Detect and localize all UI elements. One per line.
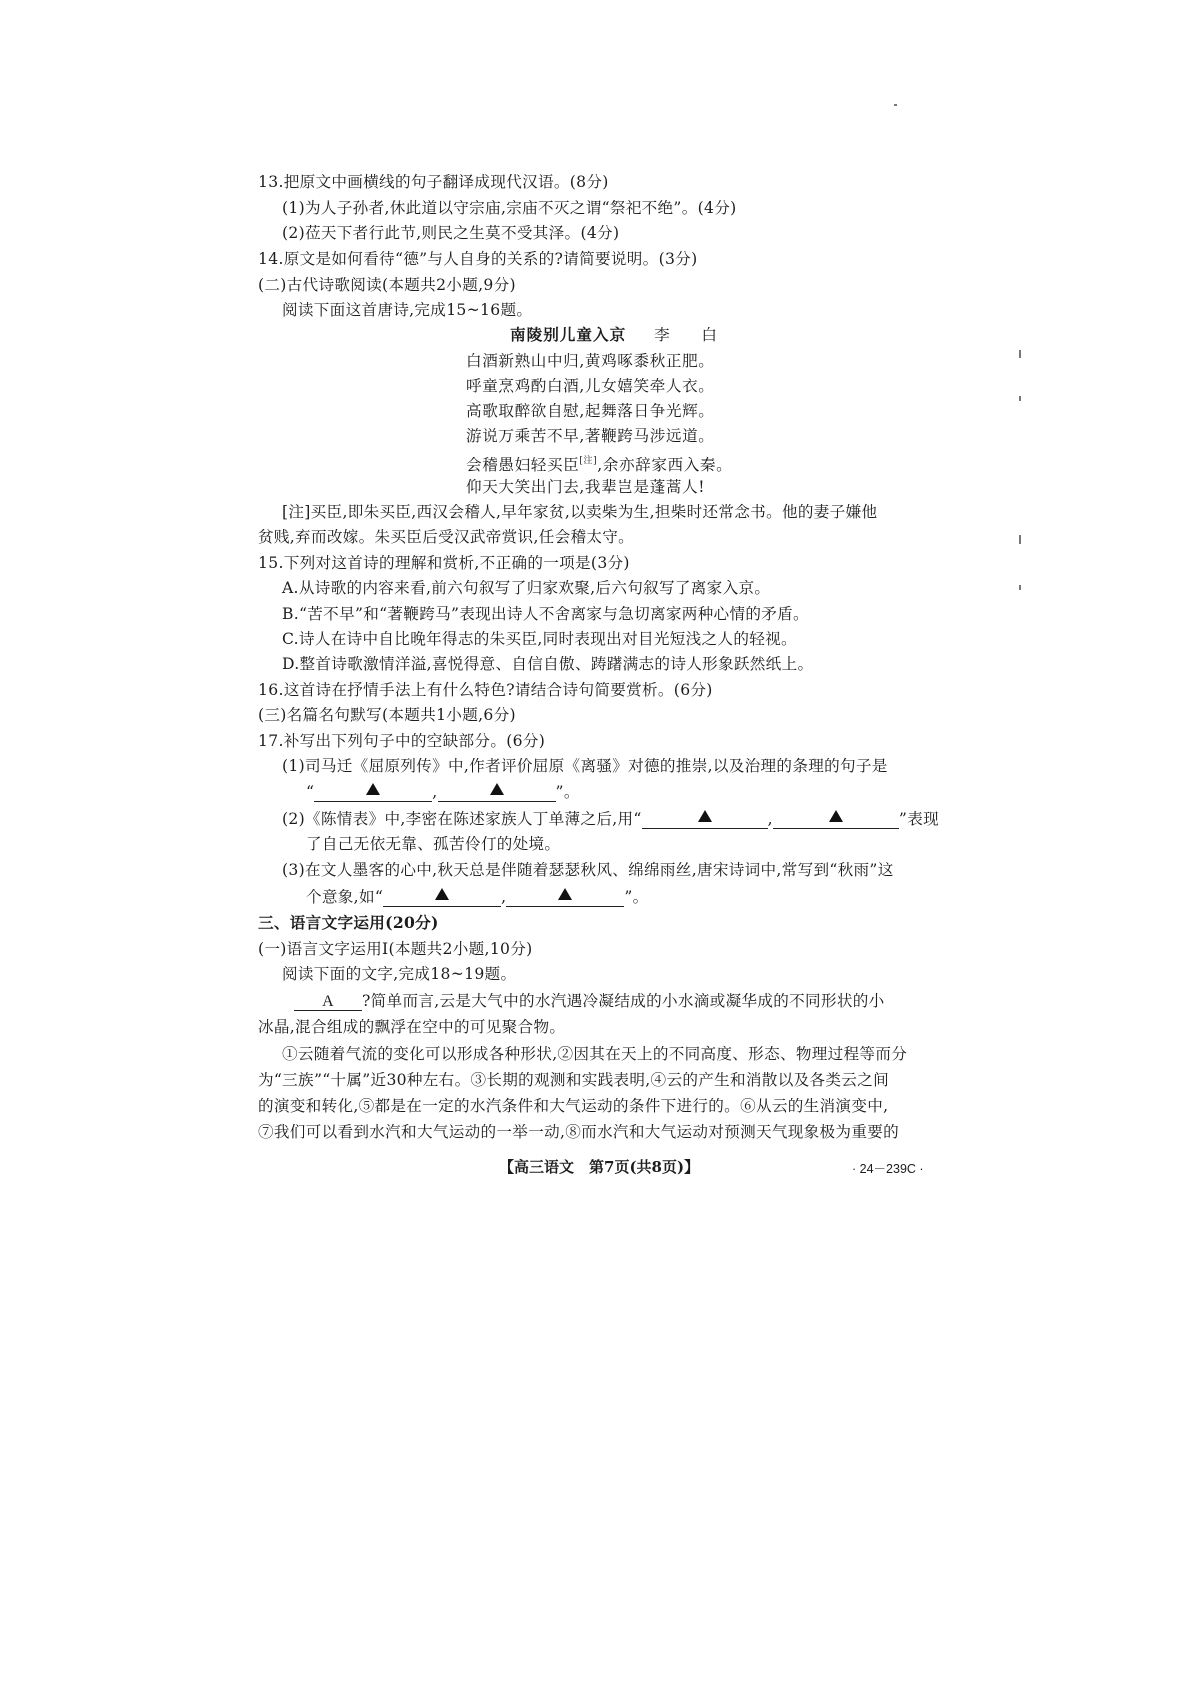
passage-blank-label: A bbox=[322, 993, 334, 1010]
poem-line: 呼童烹鸡酌白酒,儿女嬉笑牵人衣。 bbox=[466, 377, 715, 395]
q17-part3: (3)在文人墨客的心中,秋天总是伴随着瑟瑟秋风、绵绵雨丝,唐宋诗词中,常写到“秋雨”这 bbox=[282, 861, 894, 879]
answer-blank[interactable] bbox=[506, 888, 624, 907]
q17-part2 bbox=[282, 808, 939, 830]
q15-option-c: C.诗人在诗中自比晚年得志的朱买臣,同时表现出对目光短浅之人的轻视。 bbox=[282, 630, 797, 648]
q14-stem: 14.原文是如何看待“德”与人自身的关系的?请简要说明。(3分) bbox=[258, 250, 698, 268]
page-footer: 【高三语文 第7页(共8页)】 bbox=[499, 1158, 700, 1176]
section-recitation-heading: (三)名篇名句默写(本题共1小题,6分) bbox=[258, 706, 516, 724]
part3-heading: 三、语言文字运用(20分) bbox=[258, 913, 439, 932]
poem-heading bbox=[510, 324, 725, 346]
poem-line: 白酒新熟山中归,黄鸡啄黍秋正肥。 bbox=[466, 352, 715, 370]
blank-triangle-icon bbox=[698, 810, 712, 822]
blank-comma: , bbox=[501, 888, 507, 906]
q15-option-d: D.整首诗歌激情洋溢,喜悦得意、自信自傲、踌躇满志的诗人形象跃然纸上。 bbox=[282, 655, 814, 673]
passage-line: 的演变和转化,⑤都是在一定的水汽条件和大气运动的条件下进行的。⑥从云的生消演变中, bbox=[258, 1097, 889, 1115]
passage-line: ①云随着气流的变化可以形成各种形状,②因其在天上的不同高度、形态、物理过程等而分 bbox=[282, 1045, 908, 1063]
scan-speck bbox=[1019, 350, 1021, 358]
passage-line: ⑦我们可以看到水汽和大气运动的一举一动,⑧而水汽和大气运动对预测天气现象极为重要的 bbox=[258, 1123, 900, 1141]
section-ancient-poetry-intro: 阅读下面这首唐诗,完成15~16题。 bbox=[282, 301, 533, 319]
q13-sub2: (2)莅天下者行此节,则民之生莫不受其泽。(4分) bbox=[282, 224, 620, 242]
poem-note-line: 贫贱,弃而改嫁。朱买臣后受汉武帝赏识,任会稽太守。 bbox=[258, 528, 635, 546]
blank-comma: , bbox=[767, 810, 773, 828]
section-ancient-poetry-heading: (二)古代诗歌阅读(本题共2小题,9分) bbox=[258, 276, 516, 294]
q13-stem: 13.把原文中画横线的句子翻译成现代汉语。(8分) bbox=[258, 173, 609, 191]
answer-blank[interactable] bbox=[314, 783, 432, 802]
part3-intro: 阅读下面的文字,完成18~19题。 bbox=[282, 965, 517, 983]
poem-line: 游说万乘苦不早,著鞭跨马涉远道。 bbox=[466, 427, 715, 445]
blank-comma: , bbox=[432, 783, 438, 801]
q15-option-b: B.“苦不早”和“著鞭跨马”表现出诗人不舍离家与急切离家两种心情的矛盾。 bbox=[282, 605, 809, 623]
blank-triangle-icon bbox=[490, 783, 504, 795]
q17-part3-blanks bbox=[306, 886, 649, 908]
q17-part2-cont: 了自己无依无靠、孤苦伶仃的处境。 bbox=[306, 835, 561, 853]
poem-note-mark: [注] bbox=[579, 456, 598, 466]
passage-line: 冰晶,混合组成的飘浮在空中的可见聚合物。 bbox=[258, 1018, 566, 1036]
q17-part3-text: 个意象,如“ bbox=[306, 888, 384, 906]
answer-blank[interactable] bbox=[383, 888, 501, 907]
poem-line bbox=[466, 450, 732, 476]
q16-stem: 16.这首诗在抒情手法上有什么特色?请结合诗句简要赏析。(6分) bbox=[258, 681, 713, 699]
poem-line-part: 会稽愚妇轻买臣 bbox=[466, 456, 580, 474]
passage-line: 为“三族”“十属”近30种左右。③长期的观测和实践表明,④云的产生和消散以及各类云之间 bbox=[258, 1071, 889, 1089]
part3-subheading: (一)语言文字运用Ⅰ(本题共2小题,10分) bbox=[258, 940, 533, 958]
quote-close: ”。 bbox=[624, 888, 649, 906]
poem-line-part: ,余亦辞家西入秦。 bbox=[597, 456, 733, 474]
blank-triangle-icon bbox=[558, 888, 572, 900]
passage-text: ?简单而言,云是大气中的水汽遇冷凝结成的小水滴或凝华成的不同形状的小 bbox=[362, 992, 885, 1010]
q15-stem: 15.下列对这首诗的理解和赏析,不正确的一项是(3分) bbox=[258, 554, 630, 572]
exam-code: · 24－239C · bbox=[852, 1162, 924, 1176]
answer-blank[interactable] bbox=[642, 810, 768, 829]
answer-blank[interactable] bbox=[773, 810, 899, 829]
scan-speck bbox=[1019, 535, 1021, 544]
answer-blank[interactable] bbox=[438, 783, 556, 802]
q17-part2-text: ”表现 bbox=[898, 810, 939, 828]
blank-triangle-icon bbox=[366, 783, 380, 795]
passage-line bbox=[294, 990, 885, 1012]
poem-author: 李 白 bbox=[654, 326, 725, 344]
q17-part1: (1)司马迁《屈原列传》中,作者评价屈原《离骚》对德的推崇,以及治理的条理的句子是 bbox=[282, 757, 888, 775]
poem-note-line: [注]买臣,即朱买臣,西汉会稽人,早年家贫,以卖柴为生,担柴时还常念书。他的妻子嫌他 bbox=[282, 503, 878, 521]
blank-triangle-icon bbox=[435, 888, 449, 900]
q17-part2-text: (2)《陈情表》中,李密在陈述家族人丁单薄之后,用“ bbox=[282, 810, 642, 828]
q13-sub1: (1)为人子孙者,休此道以守宗庙,宗庙不灭之谓“祭祀不绝”。(4分) bbox=[282, 199, 737, 217]
poem-line: 高歌取醉欲自慰,起舞落日争光辉。 bbox=[466, 402, 715, 420]
scan-speck bbox=[894, 104, 897, 106]
q17-part1-blanks bbox=[306, 781, 580, 803]
scan-speck bbox=[1019, 396, 1021, 401]
quote-close: ”。 bbox=[555, 783, 580, 801]
poem-title: 南陵别儿童入京 bbox=[510, 325, 627, 344]
passage-blank-a[interactable] bbox=[294, 992, 362, 1011]
q17-stem: 17.补写出下列句子中的空缺部分。(6分) bbox=[258, 732, 546, 750]
blank-triangle-icon bbox=[829, 810, 843, 822]
q15-option-a: A.从诗歌的内容来看,前六句叙写了归家欢聚,后六句叙写了离家入京。 bbox=[282, 579, 771, 597]
scan-speck bbox=[1019, 585, 1021, 590]
quote-open: “ bbox=[306, 783, 315, 801]
poem-line: 仰天大笑出门去,我辈岂是蓬蒿人! bbox=[466, 478, 706, 496]
